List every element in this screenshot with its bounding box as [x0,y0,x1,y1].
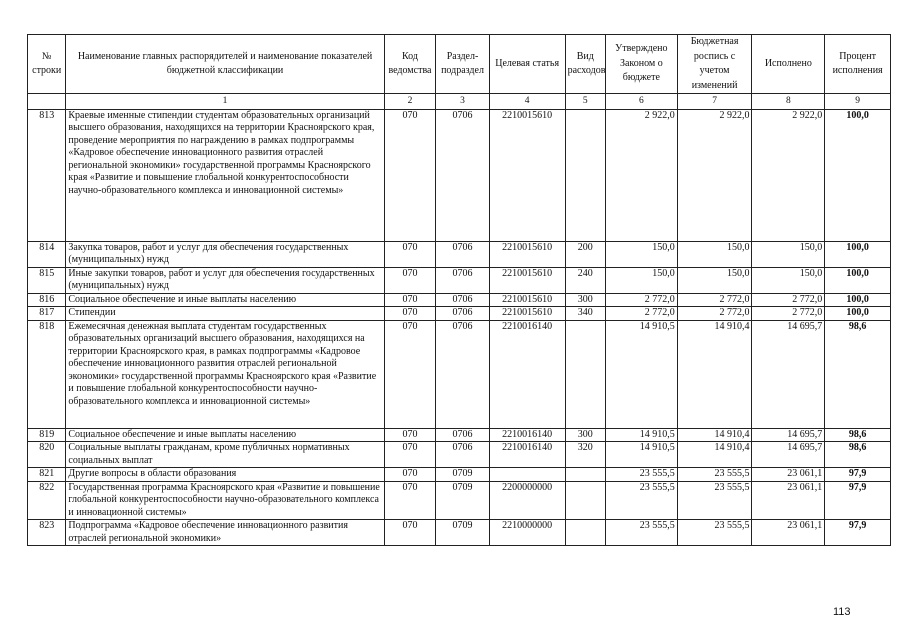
table-row [28,320,891,428]
row-name: Ежемесячная денежная выплата студентам государственных образовательных организаций высшего образования, находящихся на территории Красноярского края, в рамках подпрограммы «Кадровое обеспечение инновационного развития отраслей региональной экономики» государственной программы Красноярского края «Развитие и повышение глобальной конкурентоспособности научно-образовательного комплекса и инновационной системы» [66,320,384,428]
table-body [28,109,891,546]
dept-code: 070 [384,520,436,546]
row-number: 813 [28,109,66,241]
column-number [28,94,66,110]
section-code: 0706 [436,241,490,267]
approved-amount: 2 772,0 [605,307,677,321]
percent-value: 97,9 [825,468,891,482]
column-number: 7 [677,94,752,110]
executed-amount: 23 061,1 [752,520,825,546]
table-row [28,481,891,520]
expense-type: 320 [565,442,605,468]
expense-type [565,520,605,546]
column-number: 3 [436,94,490,110]
approved-amount: 14 910,5 [605,320,677,428]
header-dept-code: Код ведомства [384,35,436,94]
target-item: 2210015610 [489,293,565,307]
row-number: 815 [28,267,66,293]
row-name: Подпрограмма «Кадровое обеспечение инновационного развития отраслей региональной экономики» [66,520,384,546]
target-item: 2210015610 [489,109,565,241]
dept-code: 070 [384,241,436,267]
budget-amount: 14 910,4 [677,428,752,442]
approved-amount: 150,0 [605,267,677,293]
section-code: 0709 [436,468,490,482]
budget-amount: 150,0 [677,267,752,293]
row-number: 818 [28,320,66,428]
header-row [28,35,891,94]
expense-type [565,320,605,428]
percent-value: 97,9 [825,520,891,546]
percent-value: 100,0 [825,241,891,267]
table-row [28,267,891,293]
row-name: Социальные выплаты гражданам, кроме публичных нормативных социальных выплат [66,442,384,468]
budget-amount: 23 555,5 [677,520,752,546]
section-code: 0709 [436,520,490,546]
row-number: 817 [28,307,66,321]
executed-amount: 23 061,1 [752,468,825,482]
row-name: Социальное обеспечение и иные выплаты населению [66,428,384,442]
approved-amount: 23 555,5 [605,481,677,520]
header-executed: Исполнено [752,35,825,94]
approved-amount: 23 555,5 [605,520,677,546]
dept-code: 070 [384,481,436,520]
dept-code: 070 [384,307,436,321]
header-budget-schedule: Бюджетная роспись с учетом изменений [677,35,752,94]
dept-code: 070 [384,428,436,442]
expense-type: 300 [565,428,605,442]
section-code: 0706 [436,109,490,241]
table-row [28,442,891,468]
percent-value: 100,0 [825,267,891,293]
expense-type: 200 [565,241,605,267]
expense-type [565,468,605,482]
table-row [28,293,891,307]
column-number: 6 [605,94,677,110]
target-item [489,468,565,482]
target-item: 2210000000 [489,520,565,546]
header-name: Наименование главных распорядителей и наименование показателей бюджетной классификации [66,35,384,94]
target-item: 2210016140 [489,428,565,442]
budget-amount: 150,0 [677,241,752,267]
section-code: 0706 [436,293,490,307]
executed-amount: 150,0 [752,241,825,267]
row-name: Краевые именные стипендии студентам образовательных организаций высшего образования, находящихся на территории Красноярского края, проведение мероприятия по награждению в рамках подпрограммы «Кадровое обеспечение инновационного развития отраслей региональной экономики» государственной программы Красноярского края «Развитие и повышение глобальной конкурентоспособности научно-образовательного комплекса и инновационной системы» [66,109,384,241]
target-item: 2200000000 [489,481,565,520]
executed-amount: 23 061,1 [752,481,825,520]
approved-amount: 2 772,0 [605,293,677,307]
column-number: 1 [66,94,384,110]
row-number: 823 [28,520,66,546]
column-number: 5 [565,94,605,110]
budget-table [27,34,891,546]
dept-code: 070 [384,267,436,293]
executed-amount: 2 922,0 [752,109,825,241]
executed-amount: 2 772,0 [752,293,825,307]
section-code: 0709 [436,481,490,520]
expense-type: 340 [565,307,605,321]
target-item: 2210015610 [489,241,565,267]
table-row [28,307,891,321]
target-item: 2210015610 [489,267,565,293]
percent-value: 98,6 [825,442,891,468]
header-row-number: № строки [28,35,66,94]
row-name: Другие вопросы в области образования [66,468,384,482]
dept-code: 070 [384,109,436,241]
percent-value: 97,9 [825,481,891,520]
table-row [28,109,891,241]
target-item: 2210015610 [489,307,565,321]
approved-amount: 2 922,0 [605,109,677,241]
section-code: 0706 [436,267,490,293]
percent-value: 98,6 [825,428,891,442]
row-number: 814 [28,241,66,267]
expense-type [565,109,605,241]
percent-value: 100,0 [825,109,891,241]
dept-code: 070 [384,293,436,307]
row-number: 816 [28,293,66,307]
executed-amount: 14 695,7 [752,442,825,468]
section-code: 0706 [436,442,490,468]
table-row [28,520,891,546]
table-row [28,468,891,482]
expense-type: 240 [565,267,605,293]
executed-amount: 150,0 [752,267,825,293]
approved-amount: 14 910,5 [605,442,677,468]
expense-type: 300 [565,293,605,307]
budget-amount: 14 910,4 [677,320,752,428]
executed-amount: 14 695,7 [752,428,825,442]
section-code: 0706 [436,320,490,428]
percent-value: 100,0 [825,307,891,321]
row-name: Социальное обеспечение и иные выплаты населению [66,293,384,307]
percent-value: 98,6 [825,320,891,428]
row-number: 820 [28,442,66,468]
row-name: Государственная программа Красноярского края «Развитие и повышение глобальной конкурентоспособности научно-образовательного комплекса и инновационной системы» [66,481,384,520]
budget-amount: 14 910,4 [677,442,752,468]
target-item: 2210016140 [489,320,565,428]
target-item: 2210016140 [489,442,565,468]
header-percent: Процент исполнения [825,35,891,94]
column-number: 8 [752,94,825,110]
dept-code: 070 [384,320,436,428]
row-name: Закупка товаров, работ и услуг для обеспечения государственных (муниципальных) нужд [66,241,384,267]
row-name: Иные закупки товаров, работ и услуг для обеспечения государственных (муниципальных) нужд [66,267,384,293]
budget-amount: 2 772,0 [677,307,752,321]
budget-amount: 23 555,5 [677,481,752,520]
section-code: 0706 [436,307,490,321]
dept-code: 070 [384,468,436,482]
header-expense-type: Вид расходов [565,35,605,94]
table-row [28,241,891,267]
table-row [28,428,891,442]
executed-amount: 14 695,7 [752,320,825,428]
expense-type [565,481,605,520]
approved-amount: 150,0 [605,241,677,267]
row-number: 822 [28,481,66,520]
row-name: Стипендии [66,307,384,321]
budget-amount: 2 772,0 [677,293,752,307]
column-number-row [28,94,891,110]
approved-amount: 23 555,5 [605,468,677,482]
column-number: 9 [825,94,891,110]
header-approved: Утверждено Законом о бюджете [605,35,677,94]
approved-amount: 14 910,5 [605,428,677,442]
header-target-item: Целевая статья [489,35,565,94]
section-code: 0706 [436,428,490,442]
column-number: 2 [384,94,436,110]
budget-amount: 2 922,0 [677,109,752,241]
column-number: 4 [489,94,565,110]
header-section: Раздел-подраздел [436,35,490,94]
percent-value: 100,0 [825,293,891,307]
executed-amount: 2 772,0 [752,307,825,321]
page-number: 113 [833,606,851,618]
dept-code: 070 [384,442,436,468]
row-number: 821 [28,468,66,482]
row-number: 819 [28,428,66,442]
budget-amount: 23 555,5 [677,468,752,482]
